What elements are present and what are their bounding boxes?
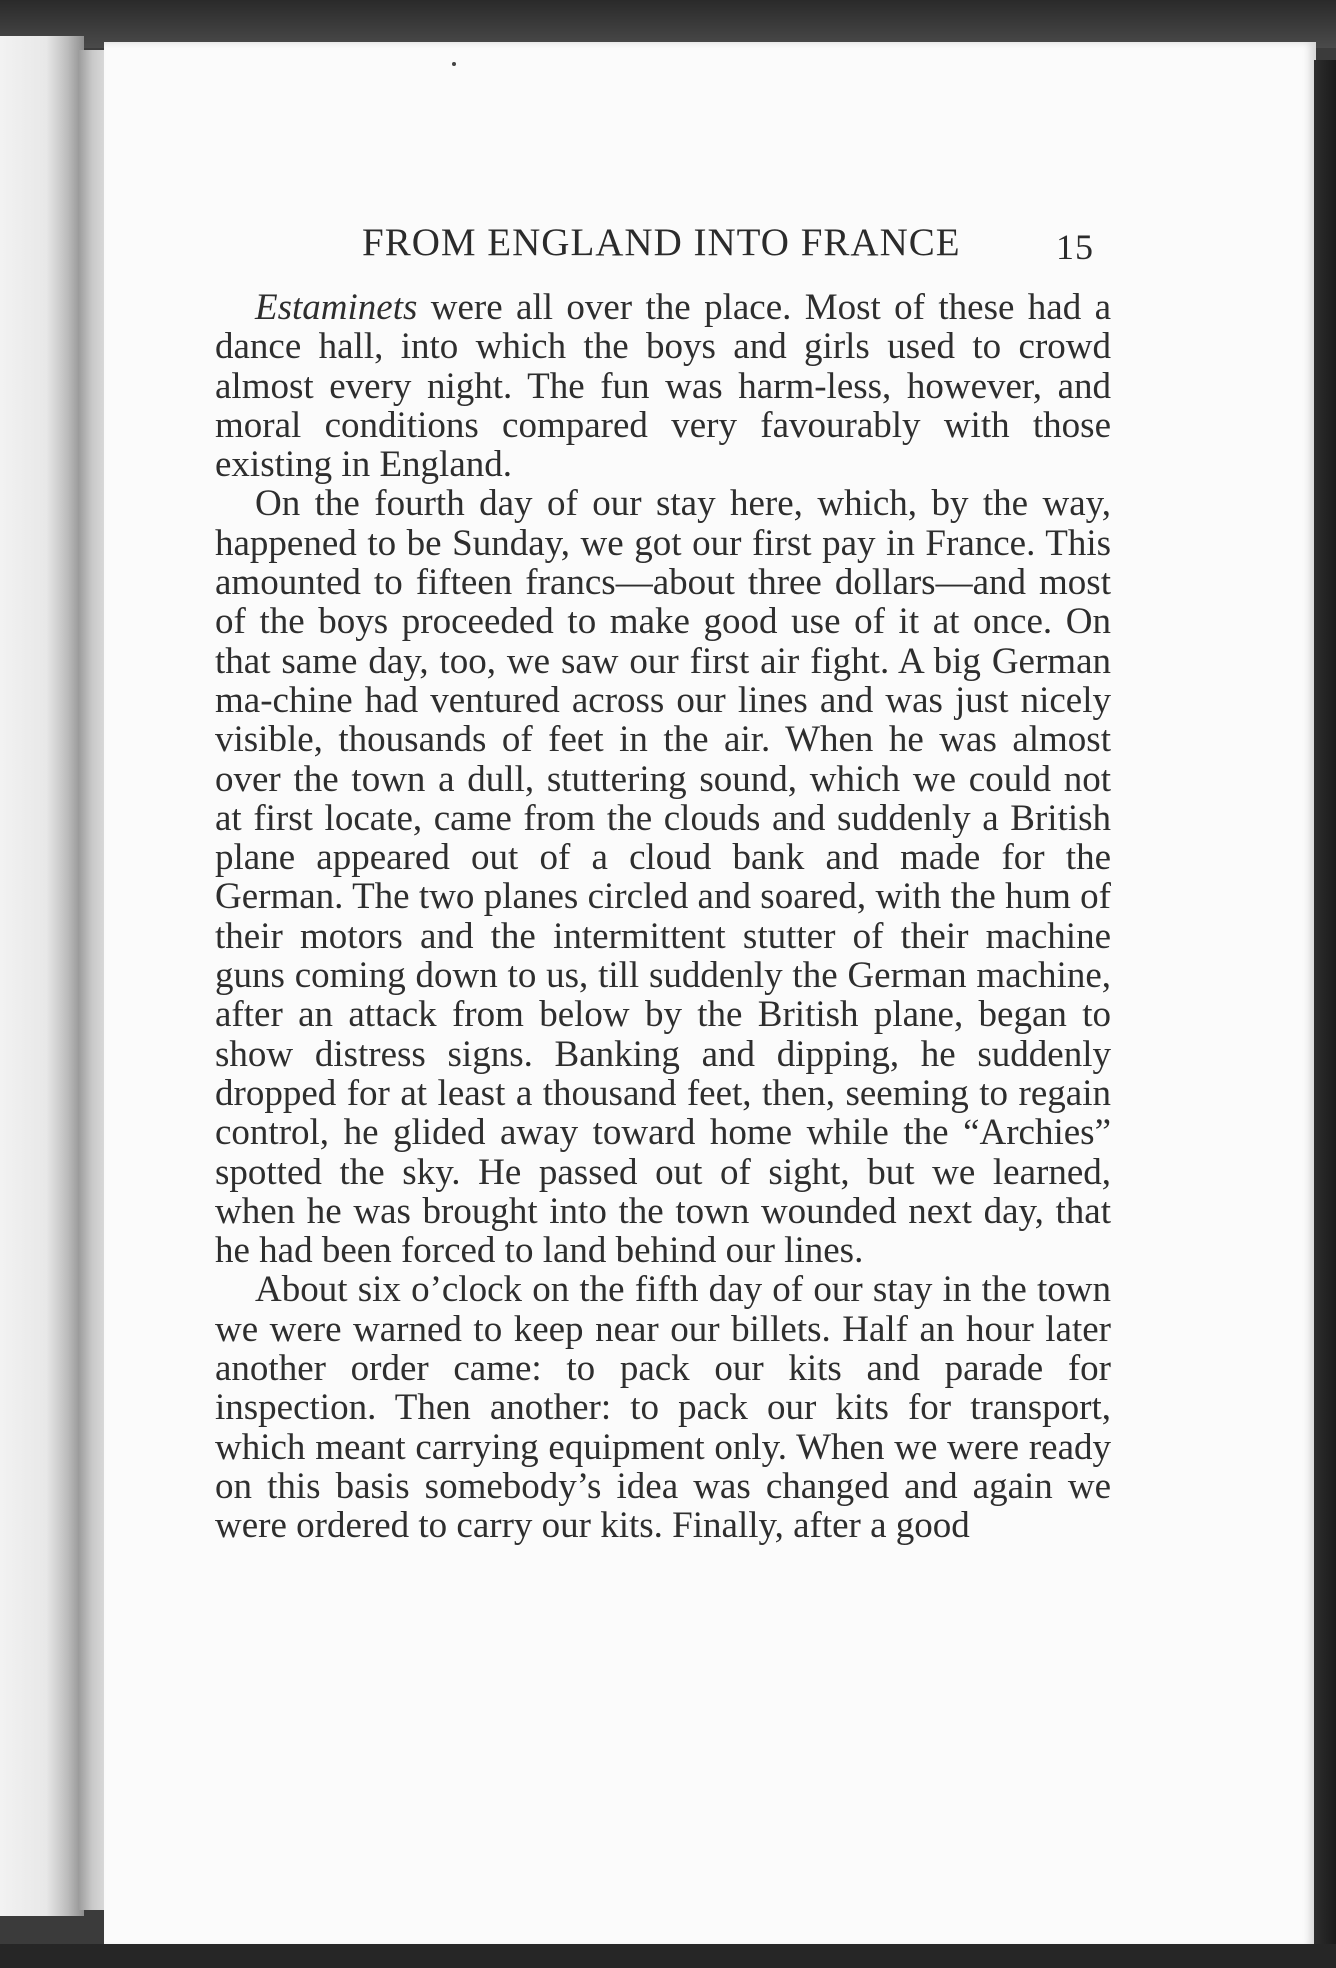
page-number: 15 xyxy=(1056,227,1094,267)
paragraph-1-text: were all over the place. Most of these had a dance hall, into which the boys and girls used to crowd almost every night. The fun was harm-less, however, and moral conditions compared very favourably with those existing in England. xyxy=(215,287,1111,486)
scan-background-top xyxy=(0,0,1336,48)
paragraph-2: On the fourth day of our stay here, which, by the way, happened to be Sunday, we got our first pay in France. This amounted to fifteen francs—about three dollars—and most of the boys proceeded to make good use of it at once. On that same day, too, we saw our first air fight. A big German ma-chine had ventured across our lines and was just nicely visible, thousands of feet in the air. When he was almost over the town a dull, stuttering sound, which we could not at first locate, came from the clouds and suddenly a British plane appeared out of a cloud bank and made for the German. The two planes circled and soared, with the hum of their motors and the intermittent stutter of their machine guns coming down to us, till suddenly the German machine, after an attack from below by the British plane, began to show distress signs. Banking and dipping, he suddenly dropped for at least a thousand feet, then, seeming to regain control, he glided away toward home while the “Archies” spotted the sky. He passed out of sight, but we learned, when he was brought into the town wounded next day, that he had been forced to land behind our lines. xyxy=(215,483,1111,1272)
running-title: FROM ENGLAND INTO FRANCE xyxy=(362,221,961,264)
paragraph-1 xyxy=(215,288,1111,484)
scan-background-bottom xyxy=(0,1944,1336,1968)
running-header xyxy=(0,214,1336,274)
page-right-edge xyxy=(1314,60,1336,1968)
paragraph-1-italic-lead: Estaminets xyxy=(255,287,418,328)
scan-speck xyxy=(452,62,456,66)
paragraph-3: About six o’clock on the fifth day of our stay in the town we were warned to keep near our billets. Half an hour later another order came: to pack our kits and parade for inspection. Then another: to pack our kits for transport, which meant carrying equipment only. When we were ready on this basis somebody’s idea was changed and again we were ordered to carry our kits. Finally, after a good xyxy=(215,1269,1111,1547)
facing-page-edge xyxy=(0,36,84,1916)
body-text xyxy=(215,288,1111,1546)
